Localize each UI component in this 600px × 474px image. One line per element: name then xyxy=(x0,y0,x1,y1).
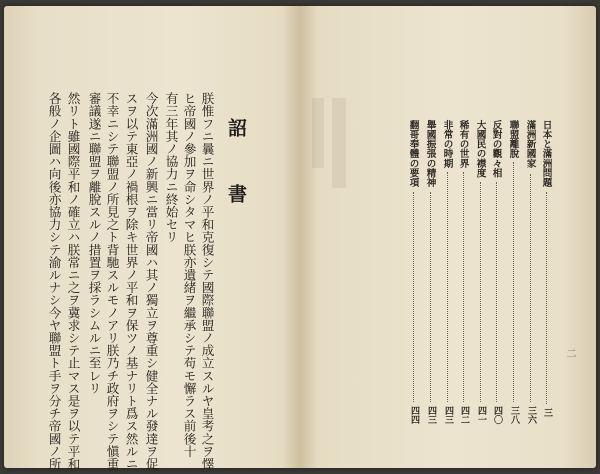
toc-page: 四〇 xyxy=(492,406,502,424)
toc-leader xyxy=(480,182,482,402)
rescript-line-4: 今次滿洲國ノ新興ニ當リ帝國ハ其ノ獨立ヲ尊重シ健全ナル發達ヲ促 xyxy=(143,92,159,470)
toc-leader xyxy=(430,192,432,402)
toc-label: 日本と滿洲問題 xyxy=(540,120,552,188)
toc-page: 四三 xyxy=(426,406,436,424)
page-number: 二 xyxy=(564,348,575,358)
toc-leader xyxy=(447,172,449,402)
toc-leader xyxy=(513,162,515,402)
rescript-line-8: 然リト雖國際平和ノ確立ハ朕常ニ之ヲ冀求シテ止マス是ヲ以テ平和 xyxy=(65,92,81,470)
toc-leader xyxy=(463,172,465,402)
toc-label: 非常の時期 xyxy=(441,120,453,168)
show-through-mark xyxy=(332,98,346,188)
toc-label: 反對の觀々相 xyxy=(490,120,502,178)
toc-label: 大國民の襟度 xyxy=(474,120,486,178)
rescript-line-2: ヒ帝國ノ參加ヲ命シタマヒ朕亦遺緒ヲ繼承シテ苟モ懈ラス前後十 xyxy=(181,92,197,458)
toc-leader xyxy=(413,192,415,402)
toc-label: 聯盟離脫 xyxy=(507,120,519,159)
rescript-line-5: スヲ以テ東亞ノ禍根ヲ除キ世界ノ平和ヲ保ツノ基ナリト爲ス然ルニ xyxy=(123,92,139,470)
toc-page: 四四 xyxy=(409,406,419,424)
toc-page: 四三 xyxy=(443,406,453,424)
toc-page: 四二 xyxy=(459,406,469,424)
rescript-line-3: 有三年其ノ協力ニ終始セリ xyxy=(163,92,179,244)
rescript-line-6: 不幸ニシテ聯盟ノ所見之ト背馳スルモノアリ朕乃チ政府ヲシテ愼重 xyxy=(104,92,120,470)
rescript-line-9: 各般ノ企圖ハ向後亦協力シテ渝ルナシ今ヤ聯盟ト手ヲ分チ帝國ノ所 xyxy=(46,92,62,470)
rescript-title: 詔 書 xyxy=(225,118,247,217)
toc-label: 翻哥奉體の要項 xyxy=(407,120,419,188)
toc-label: 滿洲新國家 xyxy=(524,120,536,168)
toc-label: 舉國振張の精神 xyxy=(424,120,436,188)
rescript-page xyxy=(4,6,300,468)
rescript-line-1: 朕惟フニ曩ニ世界ノ平和克復シテ國際聯盟ノ成立スルヤ皇考之ヲ懌 xyxy=(199,92,215,470)
book-spread xyxy=(4,6,596,468)
toc-leader xyxy=(546,192,548,404)
toc-page: 四一 xyxy=(476,406,486,424)
toc-leader xyxy=(496,182,498,402)
toc-page: 三六 xyxy=(526,406,536,424)
show-through-mark xyxy=(312,98,324,168)
contents-page xyxy=(300,6,596,468)
toc-leader xyxy=(530,174,532,402)
toc-page: 三八 xyxy=(509,406,519,424)
rescript-line-7: 審議遂ニ聯盟ヲ離脫スルノ措置ヲ採ラシムルニ至レリ xyxy=(86,92,102,395)
toc-label: 稀有の世界 xyxy=(457,120,469,168)
toc-page: 三 xyxy=(542,408,552,417)
